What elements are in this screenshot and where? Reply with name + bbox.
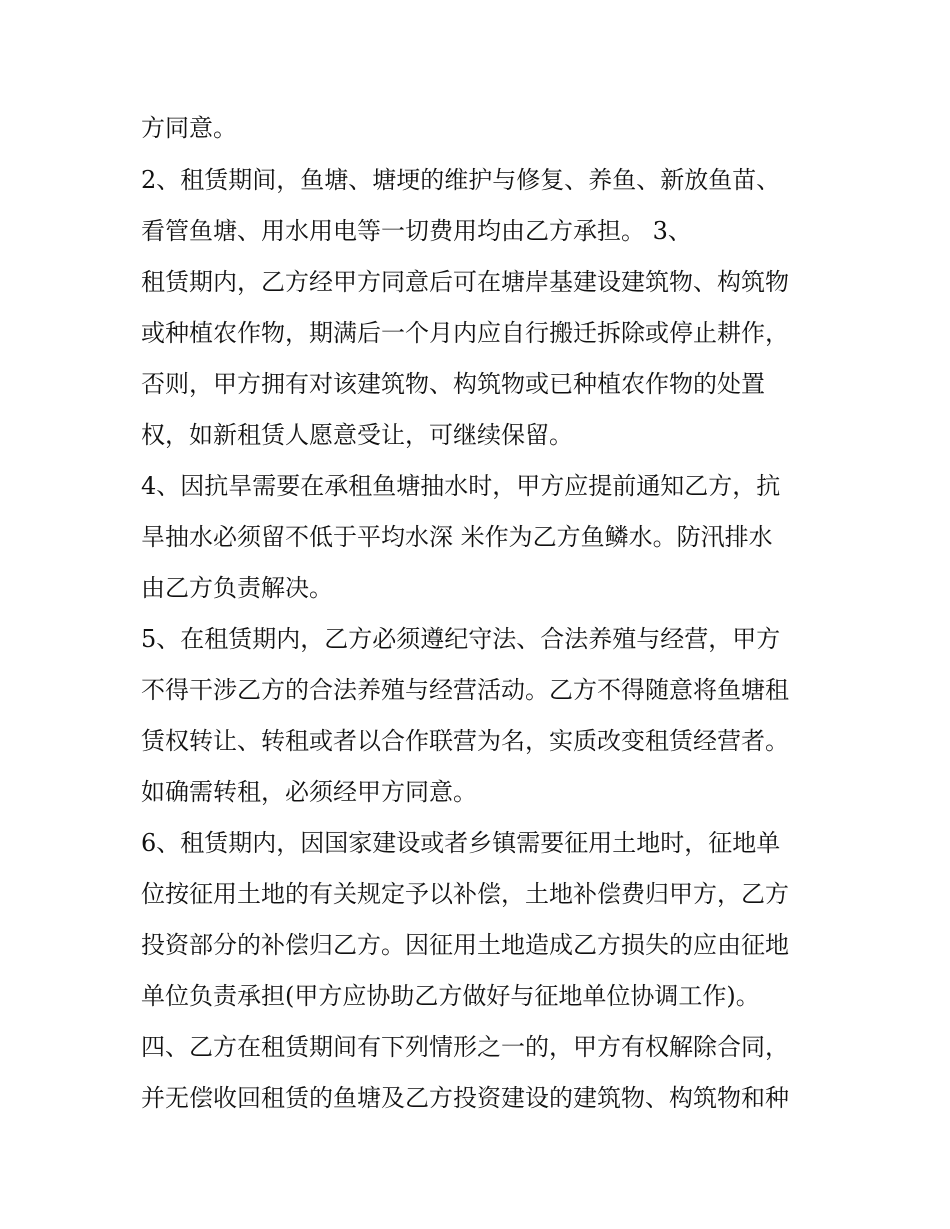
- text-line: 5、在租赁期内，乙方必须遵纪守法、合法养殖与经营，甲方: [141, 625, 781, 653]
- text-line: 6、租赁期内，因国家建设或者乡镇需要征用土地时，征地单: [141, 829, 781, 857]
- text-line: 投资部分的补偿归乙方。因征用土地造成乙方损失的应由征地: [141, 931, 789, 959]
- text-line: 由乙方负责解决。: [141, 574, 333, 602]
- text-line: 或种植农作物，期满后一个月内应自行搬迁拆除或停止耕作，: [141, 319, 789, 347]
- text-line: 四、乙方在租赁期间有下列情形之一的，甲方有权解除合同，: [141, 1033, 789, 1061]
- text-line: 权，如新租赁人愿意受让，可继续保留。: [141, 421, 573, 449]
- text-line: 2、租赁期间，鱼塘、塘埂的维护与修复、养鱼、新放鱼苗、: [141, 166, 781, 194]
- text-line: 否则，甲方拥有对该建筑物、构筑物或已种植农作物的处置: [141, 370, 765, 398]
- text-line: 4、因抗旱需要在承租鱼塘抽水时，甲方应提前通知乙方，抗: [141, 472, 781, 500]
- text-line: 租赁期内，乙方经甲方同意后可在塘岸基建设建筑物、构筑物: [141, 268, 789, 296]
- text-line: 赁权转让、转租或者以合作联营为名，实质改变租赁经营者。: [141, 727, 789, 755]
- text-line: 看管鱼塘、用水用电等一切费用均由乙方承担。 3、: [141, 217, 692, 245]
- text-line: 如确需转租，必须经甲方同意。: [141, 778, 477, 806]
- text-line: 方同意。: [141, 114, 237, 142]
- text-line: 位按征用土地的有关规定予以补偿，土地补偿费归甲方，乙方: [141, 880, 789, 908]
- text-line: 旱抽水必须留不低于平均水深 米作为乙方鱼鳞水。防汛排水: [141, 523, 773, 551]
- text-line: 并无偿收回租赁的鱼塘及乙方投资建设的建筑物、构筑物和种: [141, 1084, 789, 1112]
- text-line: 单位负责承担(甲方应协助乙方做好与征地单位协调工作)。: [141, 982, 760, 1010]
- text-line: 不得干涉乙方的合法养殖与经营活动。乙方不得随意将鱼塘租: [141, 676, 789, 704]
